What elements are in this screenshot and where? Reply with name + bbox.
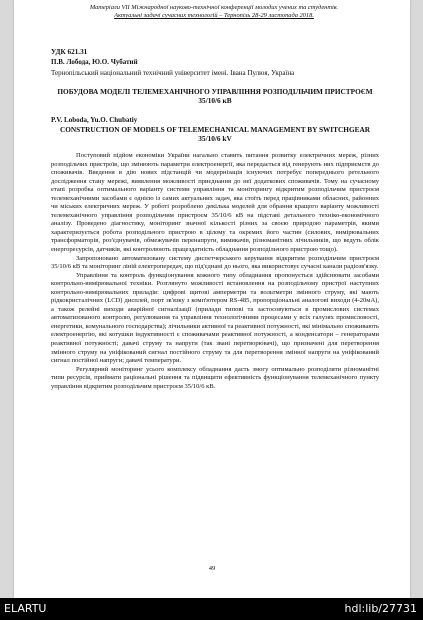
paper-page [14,0,410,598]
running-header [36,4,392,20]
footer-repository-name: ELARTU [4,602,47,615]
paragraph-2: Запропоновано автоматизовану систему диспетчерського керування відкритим розподільчим пристроєм 35/10/6 кВ та моніторинг ліній електропередач, що під'єднані до нього, яка використовує сучасні канали радіозв'язку. [51,254,379,271]
udk-code: УДК 621.31 [51,48,88,56]
header-line-1: Матеріали VІІ Міжнародної науково-технічної конференції молодих учених та студентів. [89,4,339,11]
paragraph-4: Регулярний моніторинг усього комплексу обладнання дасть змогу оптимально розподіляти різноманітні типи ресурсів, приймати раціональні рішення та підвищити ефективність функціонування телемеханічного пункту управління відкритим розподільчим пристроєм 35/10/6 кВ. [51,365,379,390]
footer-handle-link[interactable]: hdl:lib/27731 [344,602,417,615]
paragraph-1: Поступовий підйом економіки України нагально ставить питання розвитку електричних мереж, різних розподільчих пристроїв, що змінюють параметри електроенергії, яка передається від генерують них підприємств до споживачів. Введення в дію нових підстанцій чи модернізація існуючих потребує попереднього ретельного дослідження стану мережі, виявлення можливості приєднання до неї додаткових споживачів. Тому на сучасному етапі розробка оптимального варіанту системи управління та моніторингу відкритим розподільчим пристроєм телемеханічними засобами є однією із самих актуальних задач, яка стоїть перед працівниками обласних, районних чи міських електричних мереж. У роботі розроблено декілька моделей для обрання кращого варіанту можливості телемеханічного управління розподільчим пристроєм 35/10/6 кВ на підставі детального техніко-економічного аналізу. Проведено діагностику, моніторинг значної кількості різних за своєю природою параметрів, якими характеризується робота розподільчого пристрою в цілому та окремих його частин (силових, вимірювальних трансформаторів, роз'єднувачів, обмежувачів перенапруги, вимикачів, різноманітних лічильників, що ведуть облік енергоресурсів, датчиків, які контролюють працездатність обладнання розподільчого пристрою тощо). [51,152,379,254]
article-body [51,152,379,391]
title-ua: ПОБУДОВА МОДЕЛІ ТЕЛЕМЕХАНІЧНОГО УПРАВЛІННЯ РОЗПОДІЛЬЧИМ ПРИСТРОЄМ 35/10/6 кВ [57,87,373,105]
affiliation: Тернопільський національний технічний університет імені. Івана Пулюя, Україна [51,69,295,77]
title-en: CONSTRUCTION OF MODELS OF TELEMECHANICAL MANAGEMENT BY SWITCHGEAR 35/10/6 kV [59,125,371,143]
authors-ua: П.В. Лобода, Ю.О. Чубатий [51,58,138,66]
authors-en: P.V. Loboda, Yu.O. Chubatiy [51,116,138,124]
page-number: 49 [208,565,216,572]
paragraph-3: Управління та контроль функціонування кожного типу обладнання пропонується здійснювати засобами контрольно-вимірювальної техніки. Розглянуто можливості встановлення на розподільчому пристрої наступних контрольно-вимірювальних приладів: цифрові щитові амперметри та вольтметри змінного струму, які мають рідкокристалічних (LCD) дисплей, порт зв'язку з комп'ютером RS-485, пропорціональні аналогові виходи (4-20мА), а також релейні виходи аварійної сигналізації (прилади типові та застосовуються в промислових системах автоматизованого контролю, регулювання та управління технологічними процесами у всіх галузях промисловості, енергетики, комунального господарства); лічильники активної та реактивної потужності, які мінімально споживають електроенергію, які котушки індуктивності є споживачами реактивної потужності, а конденсатори – генераторами реактивної потужності; давачі струму та напруги (так звані перетворювачі), що призначені для перетворення змінного струму на уніфікований сигнал постійного струму та для перетворення змінної напруги на уніфікований сигнал постійної напруги; давачі температури. [51,271,379,365]
repository-footer [0,598,423,620]
header-line-2: Актуальні задачі сучасних технологій – Тернопіль 28-29 листопада 2018. [114,12,314,19]
